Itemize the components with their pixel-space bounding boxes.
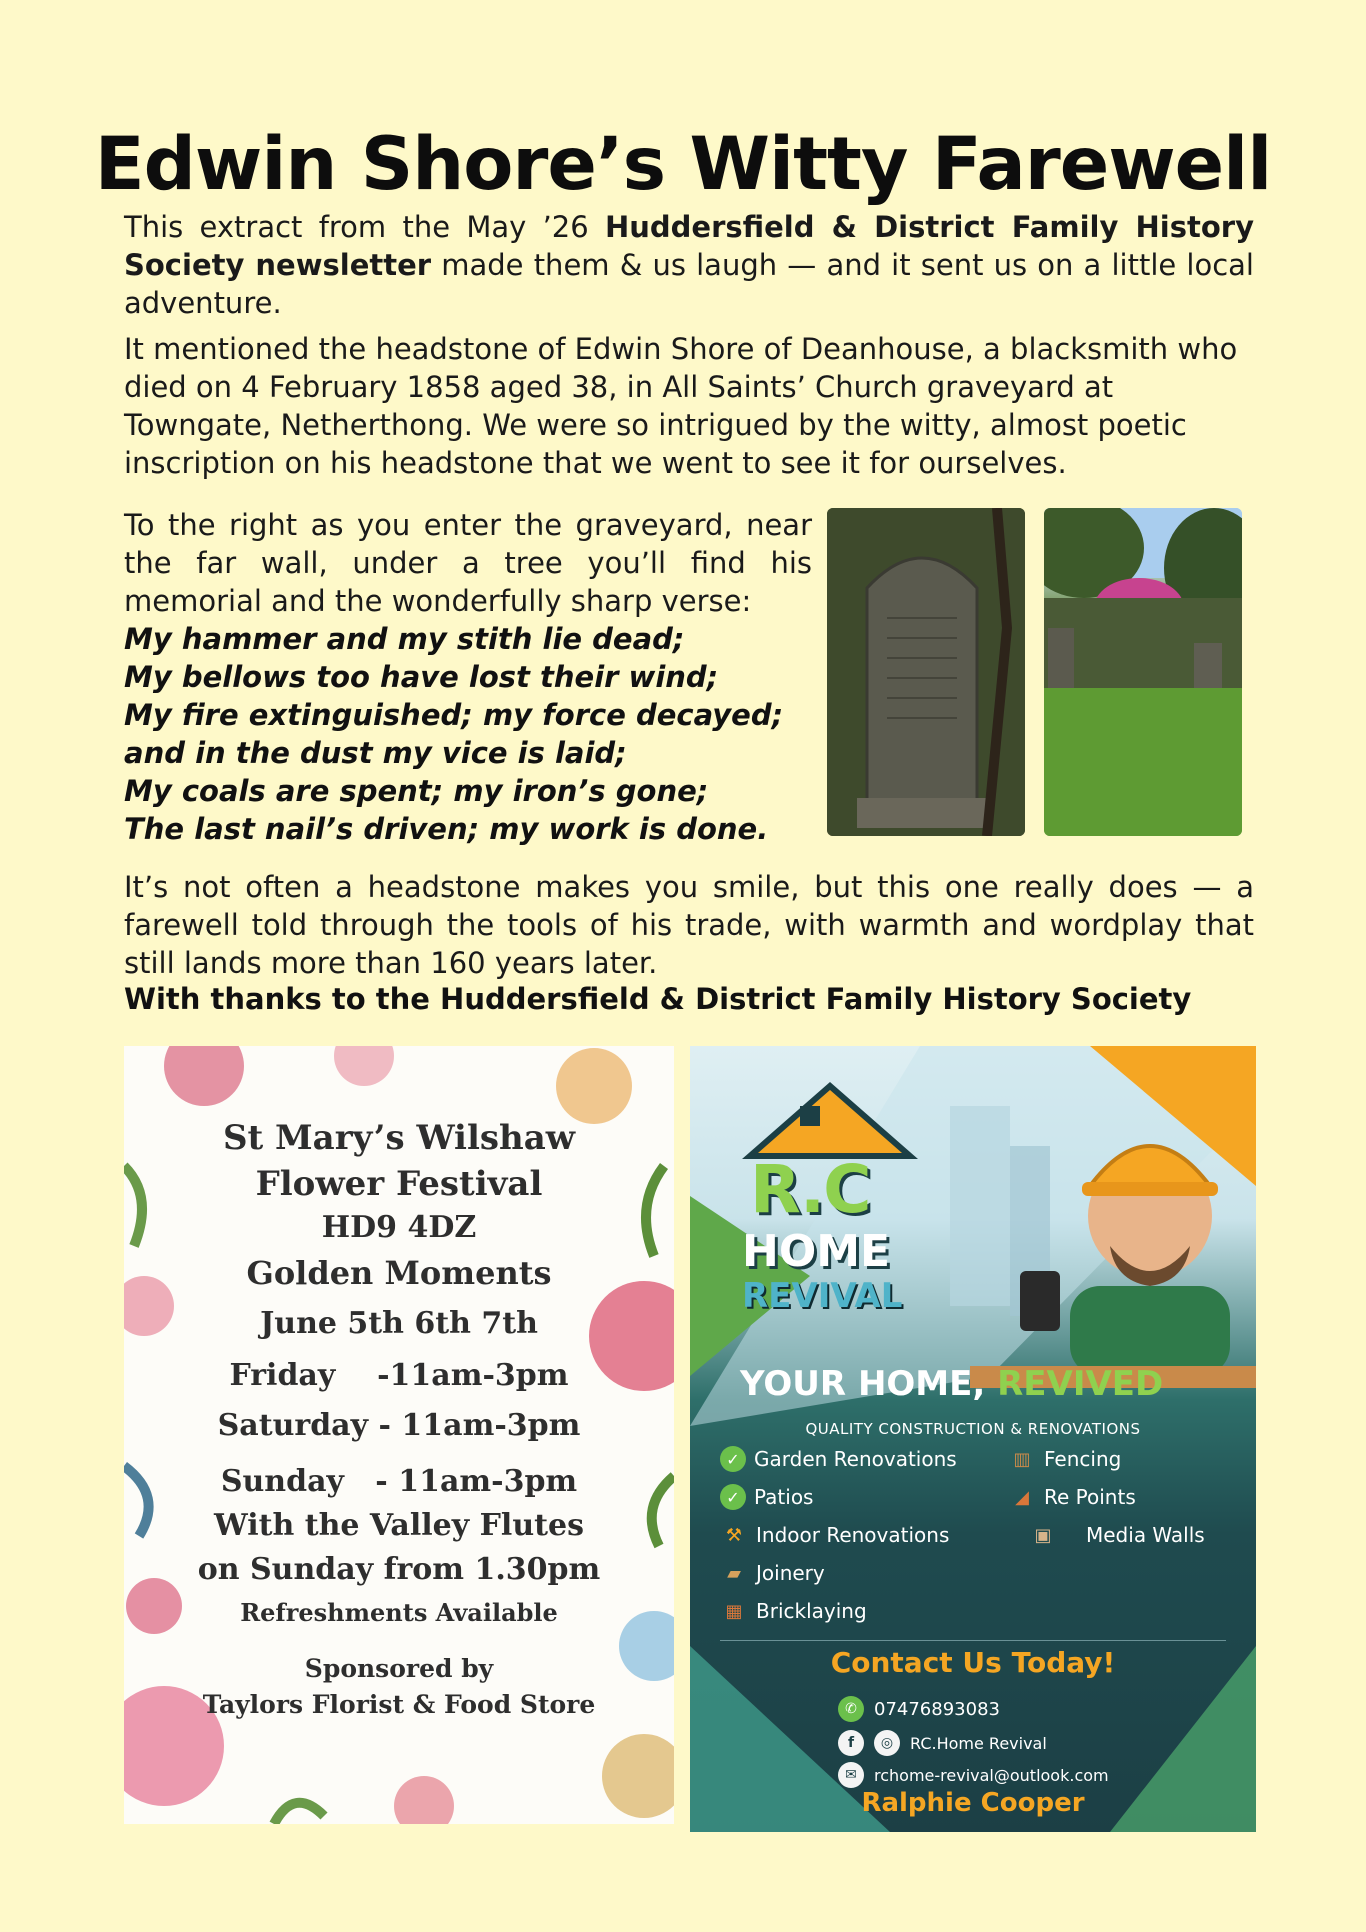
verse-line: and in the dust my vice is laid;: [124, 736, 627, 770]
email-icon: ✉: [838, 1762, 864, 1788]
check-icon: ✓: [720, 1446, 746, 1472]
service-label: Garden Renovations: [754, 1447, 957, 1471]
service-patios: [720, 1484, 813, 1510]
intro-paragraph: [124, 208, 1254, 322]
saw-icon: ▰: [727, 1562, 741, 1584]
poster-dates: June 5th 6th 7th: [260, 1306, 538, 1341]
service-label: Patios: [754, 1485, 814, 1509]
poster-refreshments: Refreshments Available: [240, 1598, 558, 1627]
graveyard-illustration: [1044, 508, 1242, 836]
poster-saturday: Saturday - 11am-3pm: [217, 1408, 581, 1443]
headline: [740, 1364, 1163, 1404]
verse-line: My coals are spent; my iron’s gone;: [124, 774, 709, 808]
email-address: rchome-revival@outlook.com: [874, 1765, 1109, 1785]
headstone-paragraph: It mentioned the headstone of Edwin Shore of Deanhouse, a blacksmith who died on 4 February 1858 aged 38, in All Saints’ Church graveyard at Towngate, Netherthong. We were so intrigued by the witty, almost poetic inscription on his headstone that we went to see it for ourselves.: [124, 332, 1238, 480]
poster-sponsor: Taylors Florist & Food Store: [202, 1690, 596, 1719]
poster-flutes-time: on Sunday from 1.30pm: [197, 1552, 601, 1587]
social-handle: RC.Home Revival: [910, 1733, 1047, 1753]
logo-rc: R.C: [750, 1151, 870, 1228]
divider: [720, 1640, 1226, 1641]
trowel-icon: ◢: [1015, 1486, 1029, 1508]
service-label: Bricklaying: [756, 1599, 867, 1623]
newsletter-name: Huddersfield & District Family History Society newsletter: [124, 210, 1254, 282]
service-label: Re Points: [1044, 1485, 1136, 1509]
poster-postcode: HD9 4DZ: [321, 1210, 477, 1245]
verse-line: My bellows too have lost their wind;: [124, 660, 719, 694]
email-row: [838, 1762, 1109, 1788]
thanks-line: With thanks to the Huddersfield & District Family History Society: [124, 982, 1192, 1016]
service-garden: [720, 1446, 957, 1472]
service-label: Indoor Renovations: [756, 1523, 950, 1547]
poster-friday: Friday -11am-3pm: [229, 1358, 569, 1393]
poster-theme: Golden Moments: [246, 1254, 552, 1292]
instagram-icon: ◎: [874, 1730, 900, 1756]
logo-home: HOME: [742, 1226, 891, 1277]
headstone-photo: [827, 508, 1025, 836]
service-label: Fencing: [1044, 1447, 1122, 1471]
poster-church: St Mary’s Wilshaw: [222, 1118, 576, 1158]
graveyard-section: [124, 506, 812, 848]
service-fencing: [1008, 1446, 1121, 1472]
rc-home-revival-ad: [690, 1046, 1256, 1832]
service-bricklaying: [720, 1598, 867, 1624]
logo-revival: REVIVAL: [742, 1276, 903, 1316]
graveyard-paragraph: To the right as you enter the graveyard, near the far wall, under a tree you’ll find his memorial and the wonderfully sharp verse:: [124, 508, 812, 618]
owner-name: Ralphie Cooper: [861, 1788, 1085, 1818]
fence-icon: ▥: [1013, 1448, 1031, 1470]
check-icon: ✓: [720, 1484, 746, 1510]
service-media-walls: [1008, 1522, 1205, 1548]
hammer-icon: ⚒: [725, 1524, 743, 1546]
service-repoints: [1008, 1484, 1136, 1510]
social-row: [838, 1730, 1047, 1756]
graveyard-photo: [1044, 508, 1242, 836]
poster-event: Flower Festival: [255, 1164, 543, 1204]
phone-row: [838, 1696, 1000, 1722]
subhead: QUALITY CONSTRUCTION & RENOVATIONS: [805, 1420, 1141, 1438]
headstone-illustration: [827, 508, 1025, 836]
phone-icon: ✆: [838, 1696, 864, 1722]
service-joinery: [720, 1560, 825, 1586]
service-label: Joinery: [756, 1561, 825, 1585]
contact-heading: Contact Us Today!: [830, 1646, 1116, 1679]
service-indoor: [720, 1522, 949, 1548]
article-title: Edwin Shore’s Witty Farewell: [94, 122, 1272, 207]
tv-icon: ▣: [1034, 1524, 1052, 1546]
poster-flutes: With the Valley Flutes: [214, 1508, 584, 1543]
phone-number: 07476893083: [874, 1698, 1000, 1720]
headline-part-a: YOUR HOME,: [740, 1364, 998, 1404]
flower-festival-poster: [124, 1046, 674, 1824]
headline-part-b: REVIVED: [997, 1364, 1164, 1404]
poster-sunday: Sunday - 11am-3pm: [220, 1464, 578, 1499]
service-label: Media Walls: [1086, 1523, 1205, 1547]
intro-end: made them & us laugh — and it sent us on a little local adventure.: [124, 248, 1254, 320]
verse-line: My hammer and my stith lie dead;: [124, 622, 685, 656]
intro-start: This extract from the May ’26: [124, 210, 605, 244]
poster-sponsored: Sponsored by: [304, 1654, 494, 1683]
verse-line: The last nail’s driven; my work is done.: [124, 812, 769, 846]
closing-paragraph: It’s not often a headstone makes you smile, but this one really does — a farewell told through the tools of his trade, with warmth and wordplay that still lands more than 160 years later.: [124, 870, 1254, 980]
facebook-icon: f: [838, 1730, 864, 1756]
bricks-icon: ▦: [725, 1600, 743, 1622]
verse-line: My fire extinguished; my force decayed;: [124, 698, 784, 732]
